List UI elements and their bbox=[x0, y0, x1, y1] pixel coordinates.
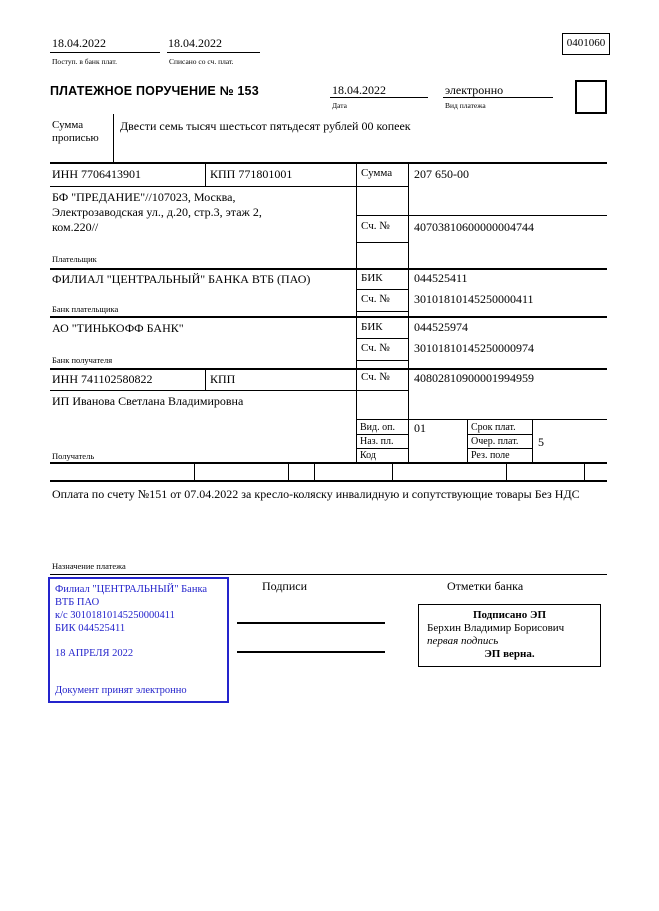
status-box bbox=[575, 80, 607, 114]
payment-purpose-label: Назначение платежа bbox=[52, 561, 126, 571]
table-line bbox=[356, 434, 408, 435]
table-line bbox=[506, 462, 507, 480]
payee-inn: ИНН 741102580822 bbox=[52, 372, 153, 386]
table-line bbox=[50, 162, 607, 164]
table-line bbox=[205, 162, 206, 186]
payment-purpose-text: Оплата по счету №151 от 07.04.2022 за кресло-коляску инвалидную и сопутствующие товары Без НДС bbox=[52, 487, 580, 501]
code-label: Код bbox=[360, 450, 376, 461]
table-line bbox=[50, 480, 607, 482]
payer-bank-section-label: Банк плательщика bbox=[52, 304, 119, 314]
payer-bank-bik-label: БИК bbox=[361, 272, 383, 284]
op-kind-label: Вид. оп. bbox=[360, 422, 395, 433]
bank-stamp-spacer bbox=[55, 660, 222, 684]
esignature-box bbox=[418, 604, 601, 667]
payee-account-value: 40802810900001994959 bbox=[414, 371, 534, 385]
priority-label: Очер. плат. bbox=[471, 436, 519, 447]
table-line bbox=[356, 311, 408, 312]
table-line bbox=[50, 574, 607, 575]
esignature-title: Подписано ЭП bbox=[472, 609, 547, 621]
received-in-bank-label: Поступ. в банк плат. bbox=[52, 57, 117, 66]
debited-from-account-label: Списано со сч. плат. bbox=[169, 57, 234, 66]
bank-stamp bbox=[48, 577, 229, 703]
esignature-signer: Берхин Владимир Борисович bbox=[427, 622, 565, 634]
document-date: 18.04.2022 bbox=[332, 83, 386, 97]
table-line bbox=[467, 448, 532, 449]
table-line bbox=[356, 360, 408, 361]
esignature-kind: первая подпись bbox=[427, 635, 499, 647]
payee-bank-bik-label: БИК bbox=[361, 321, 383, 333]
table-line bbox=[408, 162, 409, 462]
bank-stamp-line3: БИК 044525411 bbox=[55, 623, 126, 634]
payer-account-value: 40703810600000004744 bbox=[414, 220, 534, 234]
payee-bank-name: АО "ТИНЬКОФФ БАНК" bbox=[52, 321, 184, 335]
table-line bbox=[356, 242, 408, 243]
table-line bbox=[356, 289, 408, 290]
signatures-title: Подписи bbox=[262, 579, 308, 593]
payer-kpp: КПП 771801001 bbox=[210, 167, 293, 181]
bank-stamp-line1: Филиал "ЦЕНТРАЛЬНЫЙ" Банка ВТБ ПАО bbox=[55, 584, 208, 608]
document-title: ПЛАТЕЖНОЕ ПОРУЧЕНИЕ № 153 bbox=[50, 84, 259, 98]
table-line bbox=[50, 316, 607, 318]
table-line bbox=[205, 368, 206, 390]
payer-name: БФ "ПРЕДАНИЕ"//107023, Москва, Электрозаводская ул., д.20, стр.3, этаж 2, ком.220// bbox=[52, 190, 262, 234]
table-line bbox=[194, 462, 195, 480]
signature-line-1 bbox=[237, 622, 385, 624]
bank-stamp-line2: к/с 30101810145250000411 bbox=[55, 610, 175, 621]
table-line bbox=[288, 462, 289, 480]
op-kind-value: 01 bbox=[414, 421, 426, 435]
table-line bbox=[50, 462, 607, 464]
table-line bbox=[356, 338, 408, 339]
received-date-underline bbox=[50, 52, 160, 53]
bank-stamp-footer: Документ принят электронно bbox=[55, 685, 187, 696]
payer-bank-name: ФИЛИАЛ "ЦЕНТРАЛЬНЫЙ" БАНКА ВТБ (ПАО) bbox=[52, 272, 311, 286]
reserve-field-label: Рез. поле bbox=[471, 450, 510, 461]
document-date-label: Дата bbox=[332, 101, 347, 110]
payment-kind-value: электронно bbox=[445, 83, 504, 97]
payer-inn: ИНН 7706413901 bbox=[52, 167, 141, 181]
payee-section-label: Получатель bbox=[52, 451, 95, 461]
payer-section-label: Плательщик bbox=[52, 254, 97, 264]
bank-marks-title: Отметки банка bbox=[447, 579, 524, 593]
payment-kind-underline bbox=[443, 97, 553, 98]
amount-label: Сумма bbox=[361, 167, 393, 179]
table-line bbox=[356, 162, 357, 462]
amount-value: 207 650-00 bbox=[414, 167, 469, 181]
payee-account-label: Сч. № bbox=[361, 371, 390, 383]
payment-kind-label: Вид платежа bbox=[445, 101, 486, 110]
payee-bank-account-label: Сч. № bbox=[361, 342, 390, 354]
esignature-verified: ЭП верна. bbox=[484, 648, 535, 660]
payer-bank-bik-value: 044525411 bbox=[414, 271, 468, 285]
priority-value: 5 bbox=[538, 435, 544, 449]
amount-words-divider bbox=[113, 114, 114, 162]
received-in-bank-date: 18.04.2022 bbox=[52, 36, 106, 50]
form-code-box: 0401060 bbox=[562, 33, 610, 55]
document-date-underline bbox=[330, 97, 428, 98]
debited-from-account-date: 18.04.2022 bbox=[168, 36, 222, 50]
table-line bbox=[50, 268, 607, 270]
payer-account-label: Сч. № bbox=[361, 220, 390, 232]
payee-name: ИП Иванова Светлана Владимировна bbox=[52, 394, 244, 408]
payee-bank-account-value: 30101810145250000974 bbox=[414, 341, 534, 355]
purpose-code-label: Наз. пл. bbox=[360, 436, 394, 447]
bank-stamp-date: 18 АПРЕЛЯ 2022 bbox=[55, 648, 134, 659]
payee-bank-section-label: Банк получателя bbox=[52, 355, 113, 365]
payer-bank-account-label: Сч. № bbox=[361, 293, 390, 305]
bank-stamp-gap bbox=[55, 635, 222, 647]
debited-date-underline bbox=[167, 52, 260, 53]
table-line bbox=[467, 419, 468, 462]
table-line bbox=[356, 419, 607, 420]
payer-bank-account-value: 30101810145250000411 bbox=[414, 292, 534, 306]
amount-in-words-value: Двести семь тысяч шестьсот пятьдесят рублей 00 копеек bbox=[120, 119, 411, 133]
table-line bbox=[356, 215, 607, 216]
amount-in-words-label: Сумма прописью bbox=[52, 119, 99, 144]
signature-line-2 bbox=[237, 651, 385, 653]
payee-bank-bik-value: 044525974 bbox=[414, 320, 468, 334]
table-line bbox=[584, 462, 585, 480]
table-line bbox=[50, 186, 408, 187]
table-line bbox=[50, 390, 408, 391]
payee-kpp-label: КПП bbox=[210, 372, 236, 386]
table-line bbox=[467, 434, 532, 435]
table-line bbox=[392, 462, 393, 480]
table-line bbox=[532, 419, 533, 462]
table-line bbox=[50, 368, 607, 370]
table-line bbox=[356, 448, 408, 449]
table-line bbox=[314, 462, 315, 480]
due-date-label: Срок плат. bbox=[471, 422, 516, 433]
